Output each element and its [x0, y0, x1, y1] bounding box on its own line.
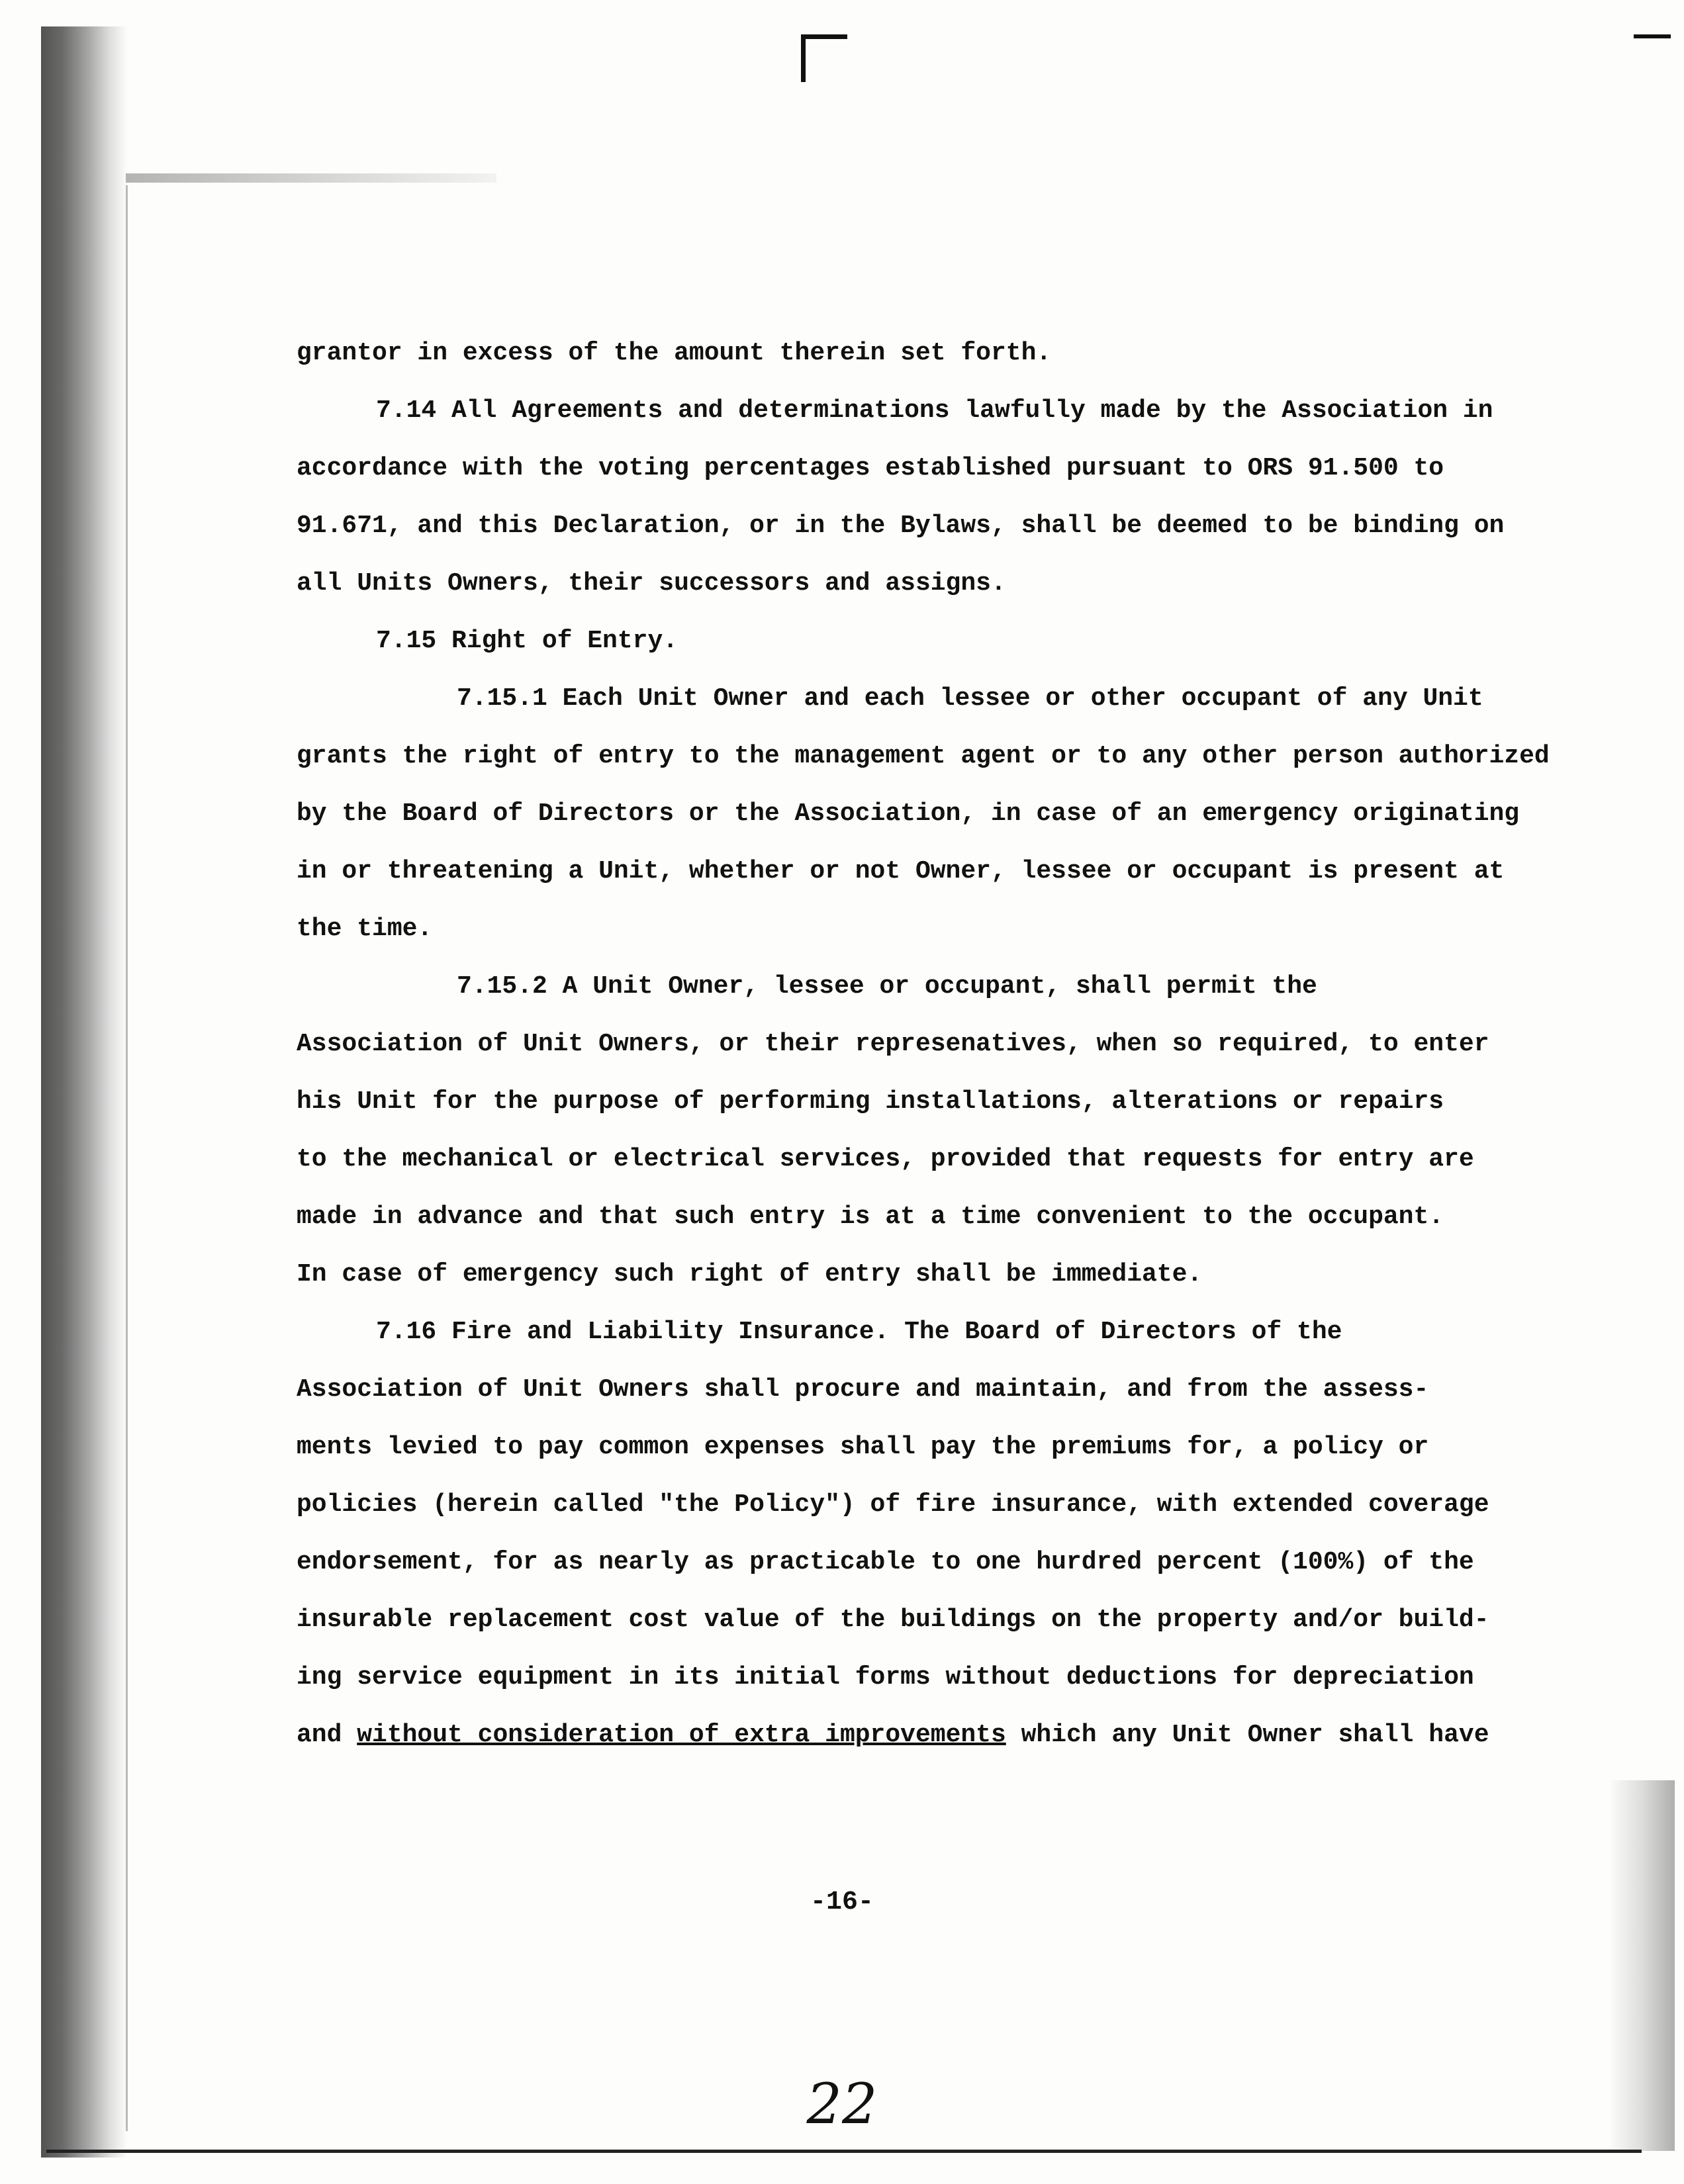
- edge-dash-mark: [1634, 34, 1671, 38]
- text-line: insurable replacement cost value of the buildings on the property and/or build-: [297, 1606, 1489, 1634]
- text-line: made in advance and that such entry is at a time convenient to the occupant.: [297, 1203, 1444, 1231]
- text-line: Association of Unit Owners, or their represenatives, when so required, to enter: [297, 1030, 1489, 1058]
- corner-crop-mark: [801, 34, 847, 82]
- scan-artifact-top: [126, 173, 496, 183]
- text-line: ing service equipment in its initial forms without deductions for depreciation: [297, 1663, 1474, 1692]
- text-line: endorsement, for as nearly as practicable to one hurdred percent (100%) of the: [297, 1548, 1474, 1576]
- scan-bottom-edge: [46, 2150, 1642, 2153]
- handwritten-page-number: 22: [806, 2071, 878, 2136]
- scan-inner-edge: [126, 185, 128, 2131]
- text-line: 91.671, and this Declaration, or in the Bylaws, shall be deemed to be binding on: [297, 512, 1505, 540]
- text-line: all Units Owners, their successors and assigns.: [297, 569, 1006, 598]
- text-line: policies (herein called "the Policy") of fire insurance, with extended coverage: [297, 1490, 1489, 1519]
- text-line: to the mechanical or electrical services, provided that requests for entry are: [297, 1145, 1474, 1173]
- text-line: ments levied to pay common expenses shall pay the premiums for, a policy or: [297, 1433, 1429, 1461]
- text-line-last: [297, 1706, 1528, 1764]
- text-fragment: and: [297, 1721, 357, 1749]
- text-line: by the Board of Directors or the Association, in case of an emergency originating: [297, 799, 1520, 828]
- text-line: grants the right of entry to the management agent or to any other person authorized: [297, 742, 1550, 770]
- text-line: grantor in excess of the amount therein set forth.: [297, 339, 1052, 367]
- text-line: 7.15.2 A Unit Owner, lessee or occupant, shall permit the: [457, 972, 1317, 1001]
- text-line: 7.15.1 Each Unit Owner and each lessee or other occupant of any Unit: [457, 684, 1483, 713]
- text-line: in or threatening a Unit, whether or not Owner, lessee or occupant is present at: [297, 857, 1505, 886]
- body-text: [297, 324, 1550, 1764]
- text-line: the time.: [297, 915, 433, 943]
- page-number: -16-: [810, 1888, 874, 1917]
- text-line: accordance with the voting percentages established pursuant to ORS 91.500 to: [297, 454, 1444, 482]
- text-fragment: which any Unit Owner shall have: [1006, 1721, 1489, 1749]
- text-line: his Unit for the purpose of performing installations, alterations or repairs: [297, 1087, 1444, 1116]
- section-heading: 7.15 Right of Entry.: [376, 627, 678, 655]
- text-line: Association of Unit Owners shall procure and maintain, and from the assess-: [297, 1375, 1429, 1404]
- underlined-phrase: without consideration of extra improvements: [357, 1721, 1006, 1749]
- text-line: In case of emergency such right of entry shall be immediate.: [297, 1260, 1203, 1289]
- text-line: 7.14 All Agreements and determinations lawfully made by the Association in: [376, 396, 1493, 425]
- section-heading: 7.16 Fire and Liability Insurance. The Board of Directors of the: [376, 1318, 1342, 1346]
- scan-shadow-left: [41, 26, 127, 2158]
